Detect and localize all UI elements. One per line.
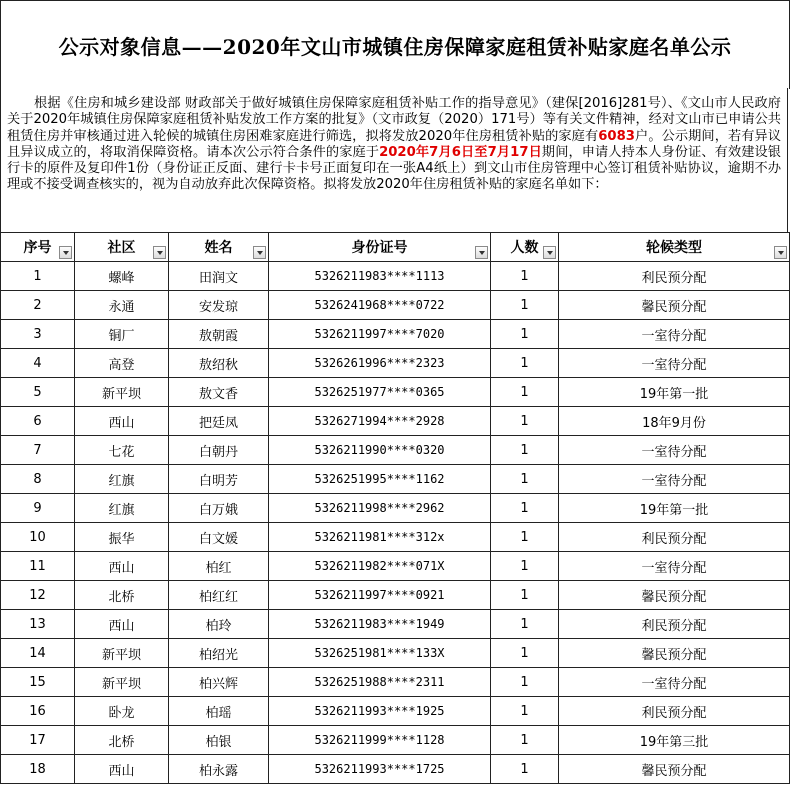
cell-queue-type: 利民预分配 (559, 262, 790, 291)
notice-box (0, 88, 788, 232)
cell-community: 西山 (75, 407, 169, 436)
table-row (1, 581, 790, 610)
col-header-label: 身份证号 (351, 240, 408, 256)
cell-queue-type: 一室待分配 (559, 465, 790, 494)
filter-dropdown-icon[interactable] (59, 246, 72, 259)
cell-name: 白明芳 (169, 465, 269, 494)
cell-queue-type: 19年第一批 (559, 378, 790, 407)
cell-id-number: 5326211981****312x (269, 523, 491, 552)
cell-queue-type: 馨民预分配 (559, 291, 790, 320)
cell-id-number: 5326211982****071X (269, 552, 491, 581)
cell-persons: 1 (491, 465, 559, 494)
cell-name: 柏兴辉 (169, 668, 269, 697)
cell-name: 敖绍秋 (169, 349, 269, 378)
cell-name: 敖文香 (169, 378, 269, 407)
cell-queue-type: 馨民预分配 (559, 581, 790, 610)
cell-persons: 1 (491, 436, 559, 465)
cell-index: 16 (1, 697, 75, 726)
cell-id-number: 5326271994****2928 (269, 407, 491, 436)
cell-community: 北桥 (75, 581, 169, 610)
cell-community: 螺峰 (75, 262, 169, 291)
cell-persons: 1 (491, 697, 559, 726)
cell-community: 红旗 (75, 494, 169, 523)
header-row (1, 233, 790, 262)
cell-community: 振华 (75, 523, 169, 552)
cell-name: 白朝丹 (169, 436, 269, 465)
col-header-community (75, 233, 169, 262)
filter-dropdown-icon[interactable] (475, 246, 488, 259)
cell-index: 5 (1, 378, 75, 407)
table-row (1, 378, 790, 407)
cell-queue-type: 一室待分配 (559, 349, 790, 378)
cell-id-number: 5326211999****1128 (269, 726, 491, 755)
cell-persons: 1 (491, 262, 559, 291)
cell-persons: 1 (491, 523, 559, 552)
cell-community: 铜厂 (75, 320, 169, 349)
notice-text-3: 期间，申请人持本人身份证、有效建设银行卡的原件及复印件1份（身份证正反面、建行卡卡号正面复印在一张A4纸上）到文山市住房管理中心签订租赁补贴协议，逾期不办理或不接受调查核实的，视为自动放弃此次保障资格。拟将发放2020年住房租赁补贴的家庭名单如下： (7, 144, 781, 193)
cell-id-number: 5326211993****1725 (269, 755, 491, 784)
cell-index: 10 (1, 523, 75, 552)
table-row (1, 552, 790, 581)
col-header-label: 姓名 (204, 240, 233, 256)
cell-id-number: 5326241968****0722 (269, 291, 491, 320)
cell-index: 7 (1, 436, 75, 465)
col-header-id (269, 233, 491, 262)
cell-community: 新平坝 (75, 639, 169, 668)
table-row (1, 755, 790, 784)
filter-dropdown-icon[interactable] (774, 246, 787, 259)
cell-queue-type: 18年9月份 (559, 407, 790, 436)
cell-community: 西山 (75, 610, 169, 639)
col-header-name (169, 233, 269, 262)
filter-dropdown-icon[interactable] (253, 246, 266, 259)
cell-queue-type: 一室待分配 (559, 668, 790, 697)
cell-name: 柏瑶 (169, 697, 269, 726)
notice-text-1: 根据《住房和城乡建设部 财政部关于做好城镇住房保障家庭租赁补贴工作的指导意见》（建保[2016]281号）、《文山市人民政府关于2020年城镇住房保障家庭租赁补贴发放工作方案的批复》（文市政复（2020）171号）等有关文件精神，经对文山市已申请公共租赁住房并审核通过进入轮候的城镇住房困难家庭进行筛选，拟将发放2020年住房租赁补贴的家庭有 (7, 96, 781, 144)
cell-index: 1 (1, 262, 75, 291)
cell-name: 敖朝霞 (169, 320, 269, 349)
date-range: 2020年7月6日至7月17日 (379, 144, 542, 160)
table-row (1, 668, 790, 697)
cell-queue-type: 利民预分配 (559, 610, 790, 639)
cell-index: 4 (1, 349, 75, 378)
cell-id-number: 5326261996****2323 (269, 349, 491, 378)
cell-queue-type: 一室待分配 (559, 320, 790, 349)
cell-name: 柏银 (169, 726, 269, 755)
cell-persons: 1 (491, 349, 559, 378)
cell-index: 12 (1, 581, 75, 610)
cell-id-number: 5326251977****0365 (269, 378, 491, 407)
cell-index: 3 (1, 320, 75, 349)
cell-persons: 1 (491, 755, 559, 784)
page-title: 公示对象信息——2020年文山市城镇住房保障家庭租赁补贴家庭名单公示 (58, 34, 732, 59)
cell-name: 白文媛 (169, 523, 269, 552)
cell-persons: 1 (491, 610, 559, 639)
cell-index: 18 (1, 755, 75, 784)
cell-persons: 1 (491, 668, 559, 697)
cell-name: 柏绍光 (169, 639, 269, 668)
cell-name: 柏玲 (169, 610, 269, 639)
cell-index: 9 (1, 494, 75, 523)
cell-index: 6 (1, 407, 75, 436)
title-box (0, 0, 790, 89)
cell-index: 11 (1, 552, 75, 581)
cell-persons: 1 (491, 291, 559, 320)
cell-name: 柏红 (169, 552, 269, 581)
cell-queue-type: 一室待分配 (559, 436, 790, 465)
cell-persons: 1 (491, 320, 559, 349)
cell-community: 永通 (75, 291, 169, 320)
household-count: 6083 (598, 128, 635, 144)
cell-name: 柏永露 (169, 755, 269, 784)
cell-id-number: 5326251981****133X (269, 639, 491, 668)
notice-text-2: 户。公示期间，若有异议且异议成立的，将取消保障资格。请本次公示符合条件的家庭于 (7, 128, 782, 160)
cell-name: 柏红红 (169, 581, 269, 610)
cell-persons: 1 (491, 726, 559, 755)
table-row (1, 610, 790, 639)
filter-dropdown-icon[interactable] (153, 246, 166, 259)
table-row (1, 291, 790, 320)
cell-index: 2 (1, 291, 75, 320)
notice-paragraph (1, 88, 787, 194)
cell-id-number: 5326211998****2962 (269, 494, 491, 523)
cell-persons: 1 (491, 581, 559, 610)
cell-queue-type: 19年第三批 (559, 726, 790, 755)
cell-index: 8 (1, 465, 75, 494)
cell-community: 西山 (75, 755, 169, 784)
cell-persons: 1 (491, 552, 559, 581)
table-row (1, 320, 790, 349)
cell-index: 15 (1, 668, 75, 697)
table-row (1, 639, 790, 668)
col-header-label: 社区 (107, 240, 136, 256)
cell-id-number: 5326211990****0320 (269, 436, 491, 465)
cell-queue-type: 馨民预分配 (559, 639, 790, 668)
cell-community: 高登 (75, 349, 169, 378)
cell-persons: 1 (491, 494, 559, 523)
cell-name: 白万娥 (169, 494, 269, 523)
cell-id-number: 5326251995****1162 (269, 465, 491, 494)
cell-community: 西山 (75, 552, 169, 581)
table-body (1, 262, 790, 784)
table-row (1, 726, 790, 755)
cell-community: 七花 (75, 436, 169, 465)
cell-persons: 1 (491, 407, 559, 436)
table-row (1, 436, 790, 465)
table-row (1, 262, 790, 291)
cell-name: 田润文 (169, 262, 269, 291)
table-row (1, 465, 790, 494)
col-header-label: 轮候类型 (646, 240, 702, 256)
table-row (1, 523, 790, 552)
cell-queue-type: 利民预分配 (559, 523, 790, 552)
cell-queue-type: 19年第一批 (559, 494, 790, 523)
cell-id-number: 5326251988****2311 (269, 668, 491, 697)
cell-queue-type: 馨民预分配 (559, 755, 790, 784)
col-header-queue-type (559, 233, 790, 262)
cell-name: 把廷凤 (169, 407, 269, 436)
cell-community: 新平坝 (75, 378, 169, 407)
filter-dropdown-icon[interactable] (543, 246, 556, 259)
col-header-persons (491, 233, 559, 262)
col-header-label: 序号 (23, 240, 52, 256)
table-row (1, 407, 790, 436)
cell-index: 14 (1, 639, 75, 668)
cell-id-number: 5326211983****1949 (269, 610, 491, 639)
cell-name: 安发琼 (169, 291, 269, 320)
col-header-index (1, 233, 75, 262)
household-table (0, 232, 790, 784)
col-header-label: 人数 (510, 240, 539, 256)
cell-id-number: 5326211993****1925 (269, 697, 491, 726)
cell-persons: 1 (491, 378, 559, 407)
cell-index: 13 (1, 610, 75, 639)
table-row (1, 697, 790, 726)
cell-id-number: 5326211983****1113 (269, 262, 491, 291)
table-row (1, 494, 790, 523)
cell-id-number: 5326211997****0921 (269, 581, 491, 610)
cell-community: 北桥 (75, 726, 169, 755)
table-row (1, 349, 790, 378)
cell-queue-type: 利民预分配 (559, 697, 790, 726)
cell-index: 17 (1, 726, 75, 755)
cell-persons: 1 (491, 639, 559, 668)
cell-community: 新平坝 (75, 668, 169, 697)
cell-community: 红旗 (75, 465, 169, 494)
cell-queue-type: 一室待分配 (559, 552, 790, 581)
cell-community: 卧龙 (75, 697, 169, 726)
cell-id-number: 5326211997****7020 (269, 320, 491, 349)
